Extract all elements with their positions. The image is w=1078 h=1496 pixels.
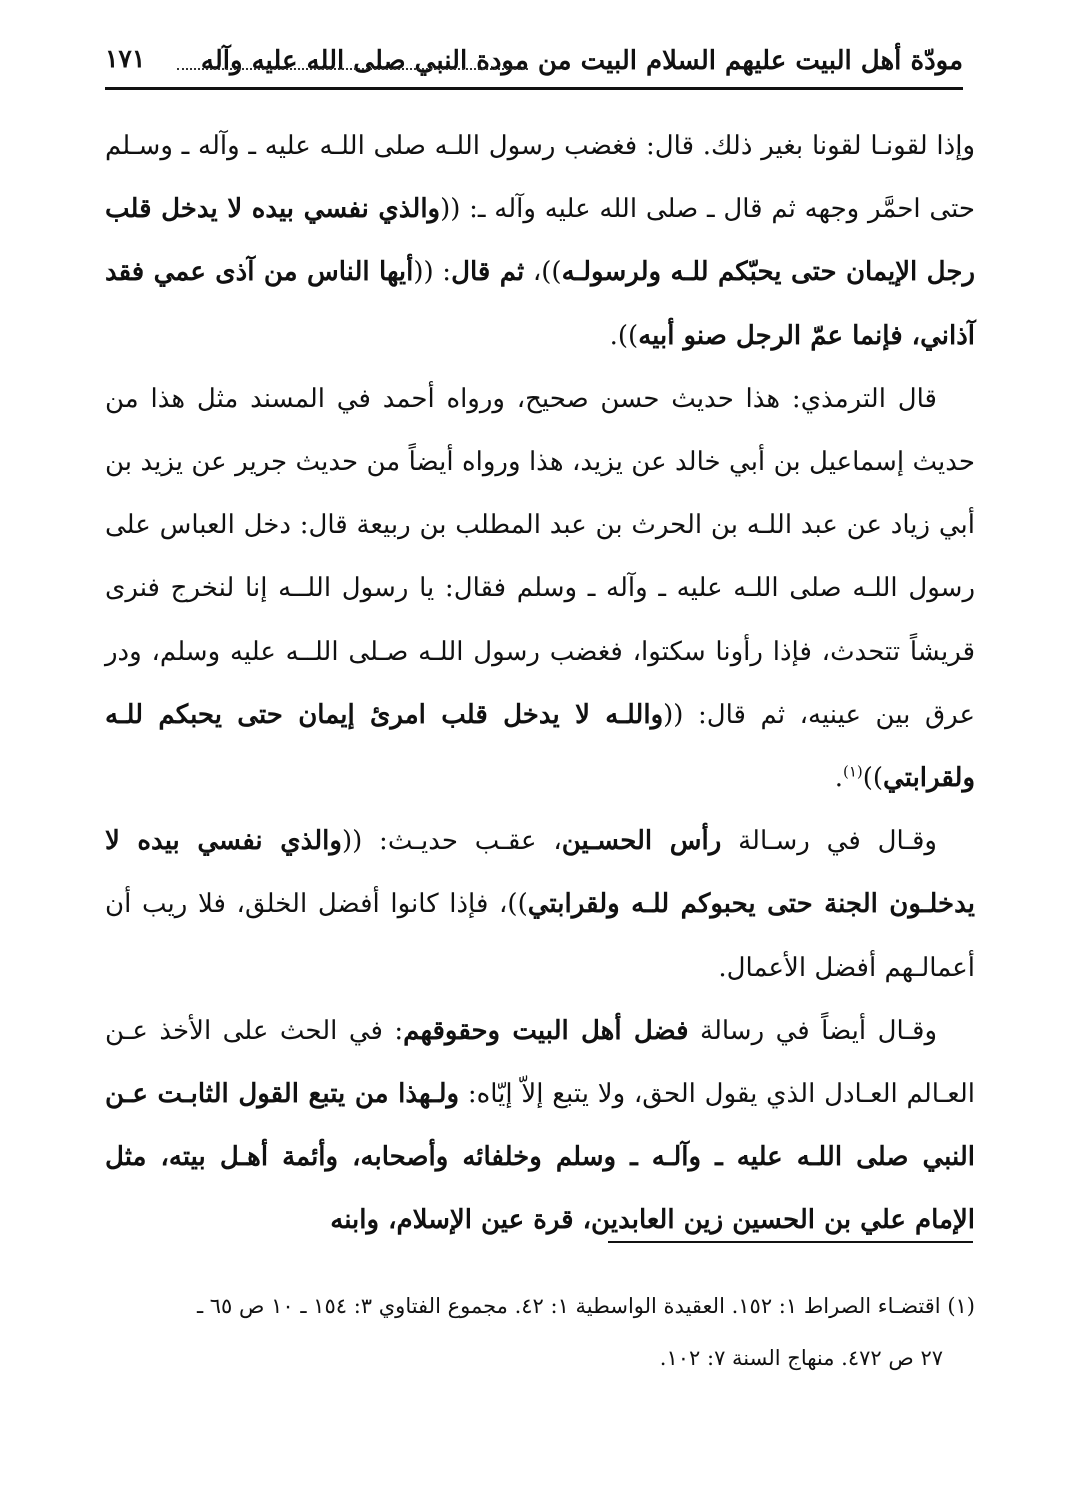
footnote-divider bbox=[608, 1241, 973, 1243]
footnote bbox=[105, 1280, 975, 1384]
running-title: مودّة أهل البيت عليهم السلام البيت من مودة النبي صلى الله عليه وآله bbox=[200, 46, 963, 76]
bold-quote: أيها الناس من آذى عمي فقد آذاني، فإنما عمّ الرجل صنو أبيه bbox=[105, 257, 975, 351]
text-run: وقـال في رسـالة bbox=[721, 826, 937, 857]
page-header bbox=[105, 38, 963, 90]
text-run: وقـال أيضاً في رسالة bbox=[688, 1015, 937, 1046]
bold-text: ولـهذا من يتبع القول الثابـت عـن النبي صلى اللـه عليه ـ وآلـه ـ وسلم وخلفائه وأصحابه، وأئمة أهـل بيته، مثل الإمام علي بن الحسين زين العابدين، قرة عين الإسلام، وابنه bbox=[105, 1079, 975, 1236]
bold-text: ثم قال bbox=[451, 257, 525, 288]
text-run: ))، فإذا كانوا أفضل الخلق، فلا ريب أن أعمالـهم أفضل الأعمال. bbox=[105, 889, 975, 983]
main-text bbox=[105, 115, 975, 1253]
leader-dots bbox=[177, 68, 528, 70]
text-run: )). bbox=[609, 320, 639, 351]
text-run: ))، bbox=[524, 257, 562, 288]
bold-quote: واللـه لا يدخل قلب امرئ إيمان حتى يحبكم للـه ولقرابتي bbox=[105, 699, 975, 794]
bold-title: فضل أهل البيت وحقوقهم bbox=[403, 1015, 689, 1046]
bold-quote: والذي نفسي بيده لا يدخل قلب رجل الإيمان حتى يحبّكم للـه ولرسولـه bbox=[105, 194, 976, 288]
text-run: )) bbox=[862, 763, 884, 794]
bold-quote: والذي نفسي بيده لا يدخلـون الجنة حتى يحبوكم للـه ولقرابتي bbox=[105, 826, 975, 920]
text-run: . bbox=[834, 763, 843, 794]
footnote-line-2: ٢٧ ص ٤٧٢. منهاج السنة ٧: ١٠٢. bbox=[659, 1346, 943, 1370]
bold-title: رأس الحسـين bbox=[561, 826, 722, 857]
text-run: : في الحث على الأخذ عـن العـالم العـادل الذي يقول الحق، ولا يتبع إلاّ إيّاه: bbox=[105, 1015, 975, 1110]
page-number: ١٧١ bbox=[105, 44, 146, 73]
paragraph-3 bbox=[105, 810, 975, 1000]
text-run: ، عقـب حديـث: (( bbox=[341, 826, 562, 857]
footnote-line-1: (١) اقتضـاء الصراط ١: ١٥٢. العقيدة الواسطية ١: ٤٢. مجموع الفتاوي ٣: ١٥٤ ـ ١٠ ص ٦٥ ـ bbox=[196, 1294, 975, 1318]
paragraph-2 bbox=[105, 368, 975, 810]
footnote-marker[interactable]: (١) bbox=[842, 762, 863, 781]
paragraph-4 bbox=[105, 1000, 975, 1253]
text-run: قال الترمذي: هذا حديث حسن صحيح، ورواه أحمد في المسند مثل هذا من حديث إسماعيل بن أبي خالد عن يزيد، هذا ورواه أيضاً من حديث جرير عن يزيد بن أبي زياد عن عبد اللـه بن الحرث بن عبد المطلب بن ربيعة قال: دخل العباس على رسول اللـه صلى اللـه عليه ـ وآله ـ وسلم فقال: يا رسول اللــه إنا لنخرج فنرى قريشاً تتحدث، فإذا رأونا سكتوا، فغضب رسول اللـه صـلى اللــه عليه وسلم، ودر عرق بين عينيه، ثم قال: (( bbox=[105, 383, 975, 730]
text-run: : (( bbox=[413, 257, 452, 288]
paragraph-1 bbox=[105, 115, 975, 368]
text-run: وإذا لقونـا لقونا بغير ذلك. قال: فغضب رسول اللـه صلى اللـه عليه ـ وآله ـ وسـلم حتى احمَّر وجهه ثم قال ـ صلى الله عليه وآله ـ: (( bbox=[105, 131, 975, 225]
